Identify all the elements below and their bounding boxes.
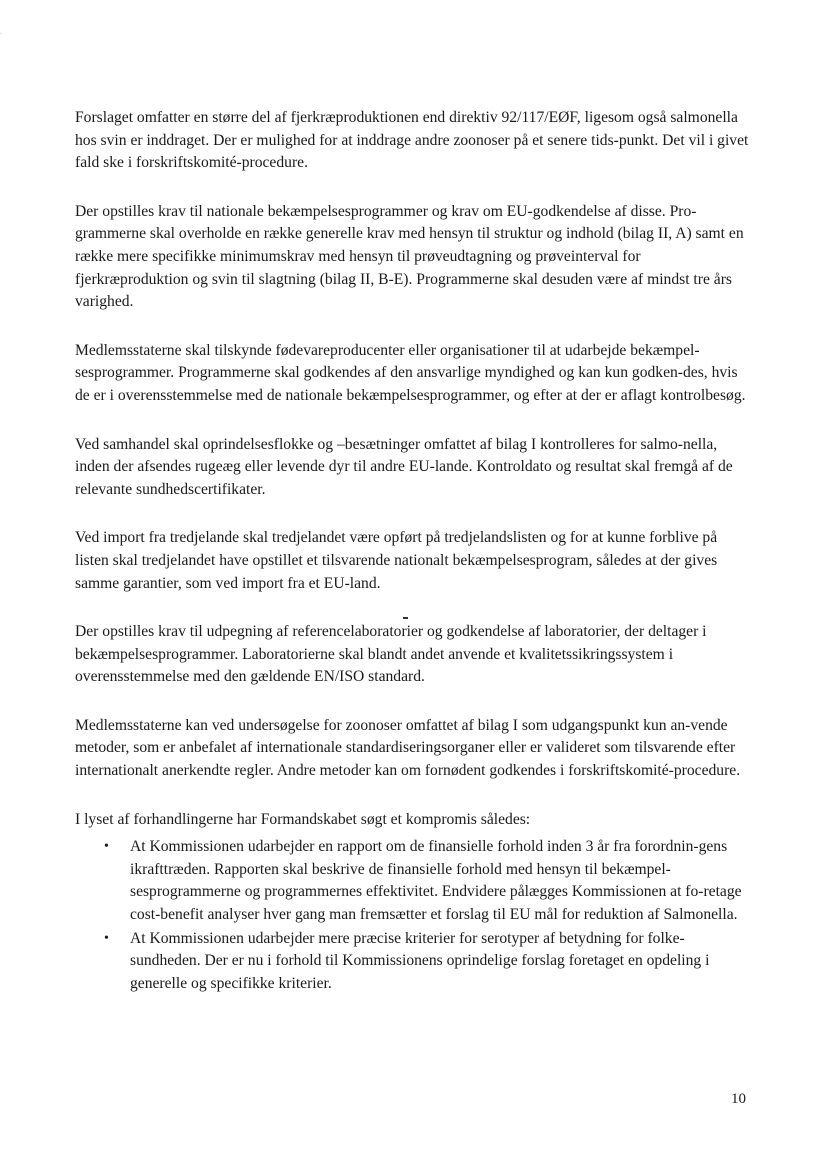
- body-text: [75, 107, 751, 996]
- list-item: [75, 836, 751, 926]
- paragraph: Der opstilles krav til udpegning af referencelaboratorier og godkendelse af laboratorier, der deltager i bekæmpelsesprogrammer. Laboratorierne skal blandt andet anvende et kvalitetssikringssystem i overensstemmelse med den gældende EN/ISO standard.: [75, 623, 707, 686]
- paragraph: Ved import fra tredjelande skal tredjelandet være opført på tredjelandslisten og for at kunne forblive på listen skal tredjelandet have opstillet et tilsvarende nationalt bekæmpelsesprogram, således at der gives samme garantier, som ved import fra et EU-land.: [75, 529, 718, 592]
- scan-mark: .: [0, 27, 2, 36]
- bullet-icon: •: [104, 930, 109, 946]
- paragraph: Der opstilles krav til nationale bekæmpelsesprogrammer og krav om EU-godkendelse af disse. Pro-grammerne skal overholde en række generelle krav med hensyn til struktur og indhold (bilag II, A) samt en række mere specifikke minimumskrav med hensyn til prøveudtagning og prøveinterval for fjerkræproduktion og svin til slagtning (bilag II, B-E). Programmerne skal desuden være af mindst tre års varighed.: [75, 202, 744, 311]
- list-intro: I lyset af forhandlingerne har Formandskabet søgt et kompromis således:: [75, 810, 531, 828]
- paragraph: Medlemsstaterne kan ved undersøgelse for zoonoser omfattet af bilag I som udgangspunkt kun an-vende metoder, som er anbefalet af internationale standardiseringsorganer eller er valideret som tilsvarende efter internationalt anerkendte regler. Andre metoder kan om fornødent godkendes i forskriftskomité-procedure.: [75, 716, 741, 780]
- paragraph: Forslaget omfatter en større del af fjerkræproduktionen end direktiv 92/117/EØF, ligesom også salmonella hos svin er inddraget. Der er mulighed for at inddrage andre zoonoser på et senere tids-punkt. Det vil i givet fald ske i forskriftskomité-procedure.: [75, 109, 749, 172]
- page-number: 10: [731, 1091, 746, 1107]
- list-item-text: At Kommissionen udarbejder mere præcise kriterier for serotyper af betydning for folke-sundheden. Der er nu i forhold til Kommissionens oprindelige forslag foretaget en opdeling i generelle og specifikke kriterier.: [130, 929, 710, 992]
- paragraph: Medlemsstaterne skal tilskynde fødevareproducenter eller organisationer til at udarbejde bekæmpel-sesprogrammer. Programmerne skal godkendes af den ansvarlige myndighed og kan kun godken-des, hvis de er i overensstemmelse med de nationale bekæmpelsesprogrammer, og efter at der er aflagt kontrolbesøg.: [75, 341, 746, 404]
- list-item: [75, 928, 751, 996]
- bullet-icon: •: [104, 839, 109, 855]
- bullet-list: [75, 836, 751, 995]
- paragraph: Ved samhandel skal oprindelsesflokke og –besætninger omfattet af bilag I kontrolleres for salmo-nella, inden der afsendes rugeæg eller levende dyr til andre EU-lande. Kontroldato og resultat skal fremgå af de relevante sundhedscertifikater.: [75, 435, 733, 498]
- list-item-text: At Kommissionen udarbejder en rapport om de finansielle forhold inden 3 år fra forordnin-gens ikrafttræden. Rapporten skal beskrive de finansielle forhold med hensyn til bekæmpel-sesprogrammerne og programmernes effektivitet. Endvidere pålægges Kommissionen at fo-retage cost-benefit analyser hver gang man fremsætter et forslag til EU mål for reduktion af Salmonella.: [130, 838, 742, 924]
